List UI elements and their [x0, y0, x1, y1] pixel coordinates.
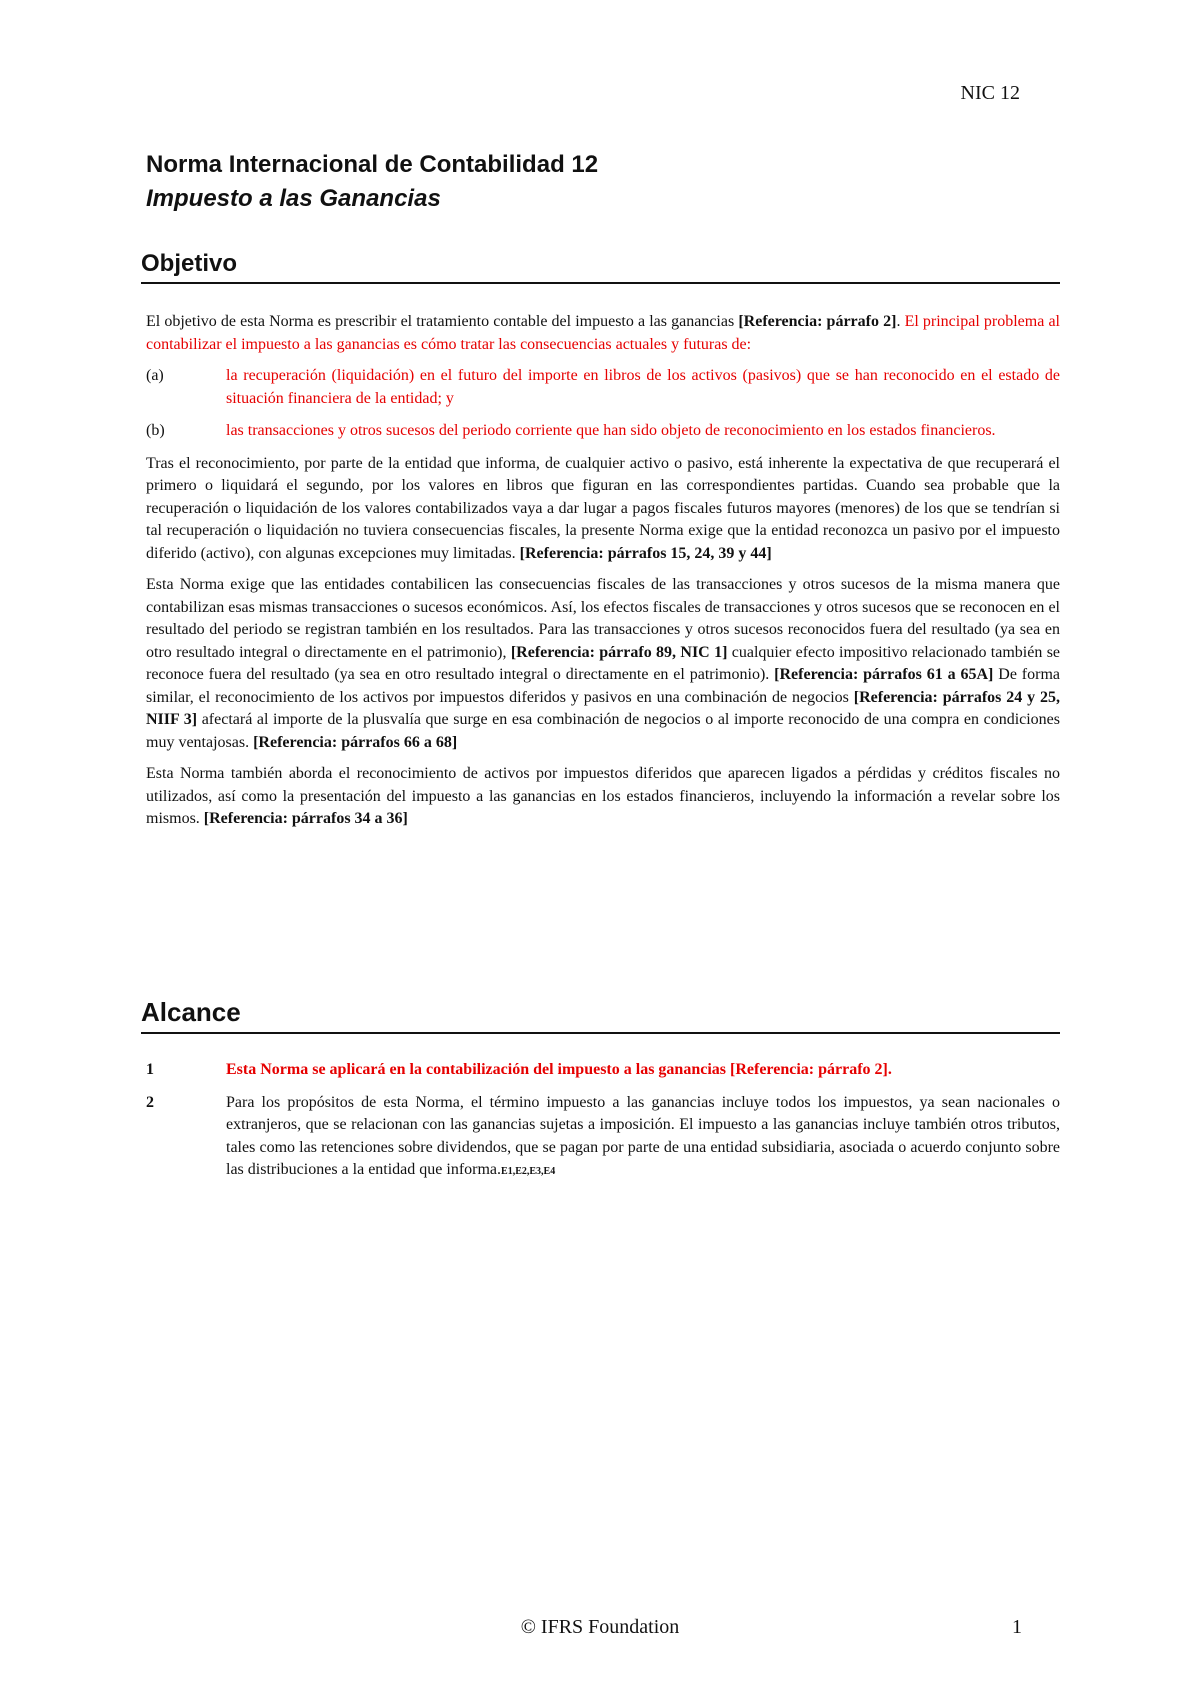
standard-code-header: NIC 12: [960, 82, 1020, 104]
section-heading-objetivo: Objetivo: [141, 250, 1060, 284]
title-block: [146, 148, 1060, 216]
footnote-marks[interactable]: E1,E2,E3,E4: [501, 1166, 556, 1177]
list-item-text: la recuperación (liquidación) en el futuro del importe en libros de los activos (pasivos) que se han reconocido en el estado de situación financiera de la entidad; y: [226, 367, 1060, 407]
list-item-text: las transacciones y otros sucesos del periodo corriente que han sido objeto de reconocimiento en los estados financieros.: [226, 422, 996, 439]
paragraph-text: Para los propósitos de esta Norma, el término impuesto a las ganancias incluye todos los impuestos, ya sean nacionales o extranjeros, que se relacionan con las ganancias sujetas a imposición. El impuesto a las ganancias incluye también otros tributos, tales como las retenciones sobre dividendos, que se pagan por parte de una entidad subsidiaria, asociada o acuerdo conjunto sobre las distribuciones a la entidad que informa.: [226, 1093, 1060, 1178]
reference-link[interactable]: [Referencia: párrafo 89, NIC 1]: [510, 643, 728, 661]
paragraph-number: 1: [146, 1061, 154, 1078]
list-item-label: (a): [146, 367, 164, 384]
list-item-label: (b): [146, 422, 165, 439]
reference-link[interactable]: [Referencia: párrafos 66 a 68]: [253, 733, 458, 751]
numbered-paragraph: [146, 1059, 1060, 1082]
paragraph-text-container: [226, 1092, 1060, 1184]
reference-link[interactable]: [Referencia: párrafos 61 a 65A]: [774, 666, 994, 683]
alcance-body: [146, 1059, 1060, 1194]
paragraph-text: Esta Norma se aplicará en la contabilización del impuesto a las ganancias [Referencia: párrafo 2].: [226, 1061, 892, 1078]
reference-link[interactable]: [Referencia: párrafos 34 a 36]: [203, 810, 408, 827]
list-item: [146, 365, 1060, 410]
objetivo-paragraph-2: [146, 453, 1060, 566]
paragraph-text: afectará al importe de la plusvalía que surge en esa combinación de negocios o al importe reconocido de una compra en condiciones muy ventajosas.: [146, 711, 1061, 751]
paragraph-number: 2: [146, 1093, 154, 1111]
objetivo-paragraph-3: [146, 574, 1060, 754]
section-heading-alcance: Alcance: [141, 997, 1060, 1034]
objetivo-body: [146, 311, 1060, 840]
intro-red-text: El principal problema al contabilizar el impuesto a las ganancias es cómo tratar las consecuencias actuales y futuras de:: [146, 313, 1060, 353]
numbered-paragraph: [146, 1092, 1060, 1184]
copyright-notice: © IFRS Foundation: [520, 1616, 680, 1638]
paragraph-text: Esta Norma también aborda el reconocimiento de activos por impuestos diferidos que aparecen ligados a pérdidas y créditos fiscales no utilizados, así como la presentación del impuesto a las ganancias en los estados financieros, incluyendo la información a revelar sobre los mismos.: [146, 765, 1060, 827]
paragraph-text: De forma similar, el reconocimiento de los activos por impuestos diferidos y pasivos en una combinación de negocios: [146, 666, 1061, 706]
objetivo-intro-paragraph: [146, 311, 1060, 356]
paragraph-text: Esta Norma exige que las entidades contabilicen las consecuencias fiscales de las transacciones y otros sucesos de la misma manera que contabilizan esas mismas transacciones o sucesos económicos. Así, los efectos fiscales de transacciones y otros sucesos que se reconocen en el resultado del periodo se registran también en los resultados. Para las transacciones y otros sucesos reconocidos fuera del resultado (ya sea en otro resultado integral o directamente en el patrimonio),: [146, 576, 1060, 661]
intro-text: El objetivo de esta Norma es prescribir el tratamiento contable del impuesto a las ganancias: [146, 313, 739, 330]
reference-link[interactable]: [Referencia: párrafos 24 y 25, NIIF 3]: [146, 688, 1060, 728]
list-item: [146, 420, 1060, 443]
page-number: 1: [1012, 1616, 1022, 1638]
intro-end: .: [896, 313, 901, 330]
paragraph-text: cualquier efecto impositivo relacionado también se reconoce fuera del resultado (ya sea en otro resultado integral o directamente en el patrimonio).: [146, 643, 1061, 683]
objetivo-paragraph-4: [146, 763, 1060, 831]
reference-link[interactable]: [Referencia: párrafos 15, 24, 39 y 44]: [519, 544, 772, 562]
standard-subtitle: Impuesto a las Ganancias: [146, 185, 441, 212]
paragraph-text: Tras el reconocimiento, por parte de la entidad que informa, de cualquier activo o pasivo, está inherente la expectativa de que recuperará el primero o liquidará el segundo, por los valores en libros que figuran en las correspondientes partidas. Cuando sea probable que la recuperación o liquidación de los valores contabilizados vaya a dar lugar a pagos fiscales futuros mayores (menores) de los que se tendrían si tal recuperación o liquidación no tuviera consecuencias fiscales, la presente Norma exige que la entidad reconozca un pasivo por el impuesto diferido (activo), con algunas excepciones muy limitadas.: [146, 454, 1060, 562]
reference-link[interactable]: [Referencia: párrafo 2]: [738, 313, 897, 330]
standard-title: Norma Internacional de Contabilidad 12: [146, 151, 599, 178]
